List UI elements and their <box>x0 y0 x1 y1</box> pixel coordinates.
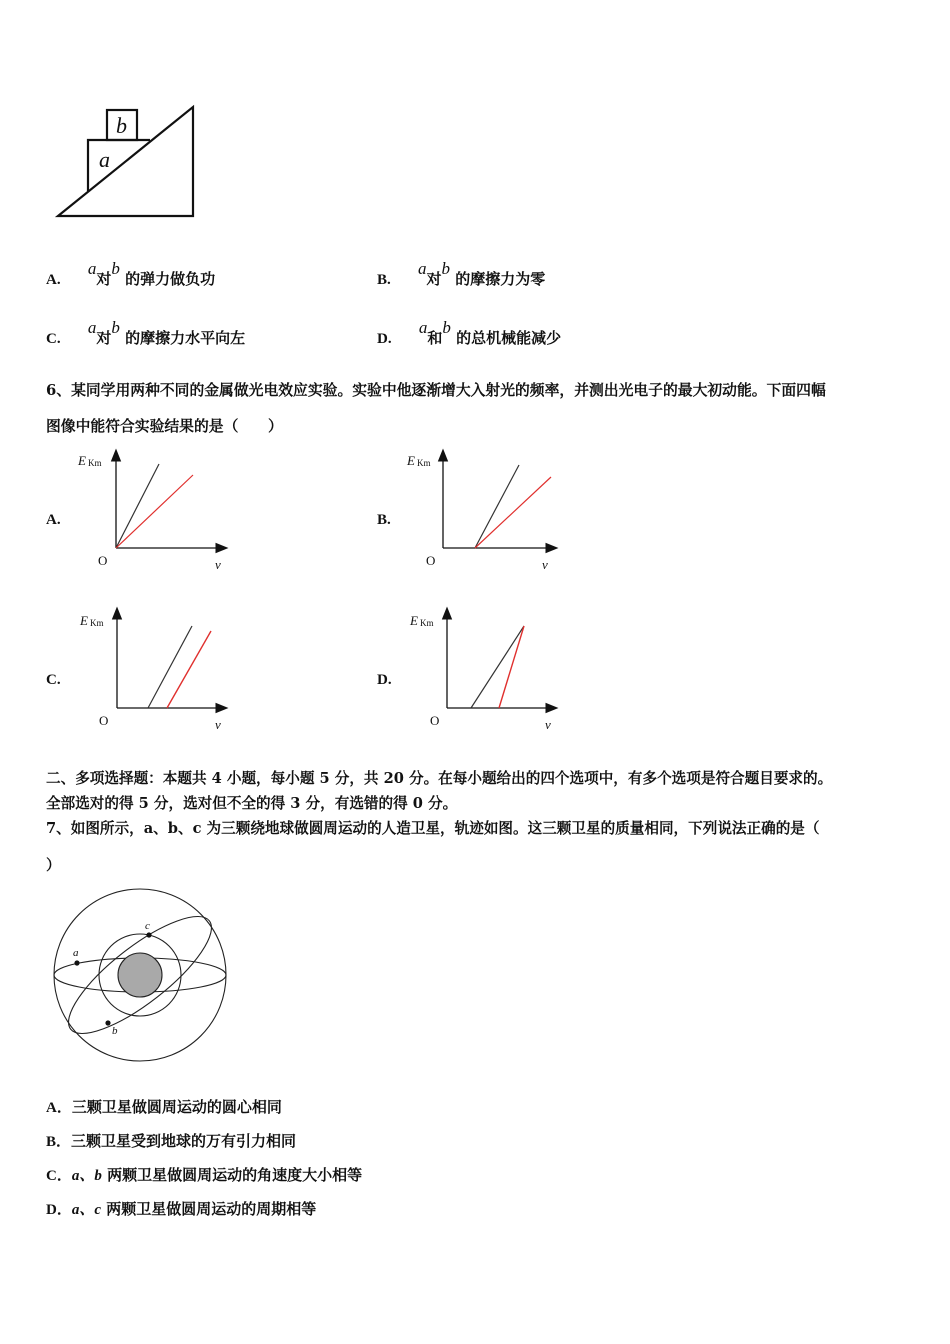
option-vars: a、c <box>71 1202 102 1218</box>
q7-option-b[interactable] <box>46 1130 296 1151</box>
q7-option-c[interactable] <box>46 1164 362 1185</box>
option-label: C. <box>46 331 61 347</box>
connector: 对 <box>96 329 112 347</box>
connector: 对 <box>96 270 112 288</box>
var-a: a <box>87 318 97 337</box>
option-label: D. <box>377 331 392 347</box>
option-text: 三颗卫星做圆周运动的圆心相同 <box>71 1098 282 1116</box>
q6-option-c-label[interactable]: C. <box>46 672 61 688</box>
graph-d[interactable] <box>400 605 570 735</box>
x-axis-label: ν <box>215 717 221 732</box>
q7-option-d[interactable] <box>46 1198 316 1219</box>
option-label: A. <box>46 272 61 288</box>
connector: 对 <box>426 270 442 288</box>
y-axis-label: E <box>78 453 86 468</box>
option-vars: a、b <box>71 1168 102 1184</box>
x-axis-label: ν <box>542 557 548 572</box>
y-axis-label: E <box>407 453 415 468</box>
section2-instructions-line1: 二、多项选择题：本题共 4 小题，每小题 5 分，共 20 分。在每小题给出的四个选项中，有多个选项是符合题目要求的。 <box>46 770 833 787</box>
origin-label: O <box>426 553 436 568</box>
section2-instructions-line2: 全部选对的得 5 分，选对但不全的得 3 分，有选错的得 0 分。 <box>46 795 458 812</box>
q6-stem-line2: 图像中能符合实验结果的是（ ） <box>46 418 283 435</box>
var-a: a <box>87 259 97 278</box>
connector: 和 <box>427 329 443 347</box>
earth <box>118 953 162 997</box>
y-axis-sub: Km <box>420 618 434 628</box>
option-label: A． <box>46 1100 72 1116</box>
option-text: 的弹力做负功 <box>125 270 216 288</box>
x-axis-label: ν <box>545 717 551 732</box>
incline-blocks-figure <box>40 90 220 230</box>
y-axis-sub: Km <box>88 458 102 468</box>
var-b: b <box>441 259 451 278</box>
option-text: 的总机械能减少 <box>456 329 562 347</box>
option-text: 三颗卫星受到地球的万有引力相同 <box>71 1132 297 1150</box>
graph-b[interactable] <box>400 445 570 575</box>
option-label: B. <box>377 272 391 288</box>
option-label: B． <box>46 1134 72 1150</box>
option-text: 两颗卫星做圆周运动的角速度大小相等 <box>101 1166 363 1184</box>
q5-option-c[interactable] <box>46 318 246 348</box>
option-text: 的摩擦力为零 <box>455 270 546 288</box>
graph-c[interactable] <box>70 605 240 735</box>
block-a-label: a <box>99 147 110 172</box>
option-text: 两颗卫星做圆周运动的周期相等 <box>101 1200 317 1218</box>
block-b-label: b <box>116 113 127 138</box>
q5-option-b[interactable] <box>377 259 546 289</box>
var-b: b <box>111 318 120 337</box>
option-label: C． <box>46 1168 72 1184</box>
option-label: D． <box>46 1202 72 1218</box>
var-b: b <box>442 318 451 337</box>
y-axis-sub: Km <box>90 618 104 628</box>
q6-option-d-label[interactable]: D. <box>377 672 392 688</box>
y-axis-label: E <box>80 613 88 628</box>
option-text: 的摩擦力水平向左 <box>125 329 246 347</box>
origin-label: O <box>99 713 109 728</box>
q5-option-d[interactable] <box>377 318 562 348</box>
satellite-a-dot <box>74 960 79 965</box>
satellite-a-label: a <box>73 947 79 959</box>
x-axis-label: ν <box>215 557 221 572</box>
satellite-b-dot <box>105 1020 110 1025</box>
q7-option-a[interactable] <box>46 1096 282 1117</box>
y-axis-label: E <box>410 613 418 628</box>
satellite-orbits-figure <box>45 880 245 1070</box>
origin-label: O <box>98 553 108 568</box>
var-a: a <box>418 318 428 337</box>
satellite-c-dot <box>146 932 151 937</box>
q6-option-a-label[interactable]: A. <box>46 512 61 528</box>
var-a: a <box>418 259 427 278</box>
q7-stem-line2: ） <box>46 857 61 874</box>
y-axis-sub: Km <box>417 458 431 468</box>
satellite-c-label: c <box>145 920 150 932</box>
q5-option-a[interactable] <box>46 259 216 289</box>
q6-stem-line1: 6、某同学用两种不同的金属做光电效应实验。实验中他逐渐增大入射光的频率，并测出光电子的最大初动能。下面四幅 <box>46 382 826 399</box>
q6-option-b-label[interactable]: B. <box>377 512 391 528</box>
origin-label: O <box>430 713 440 728</box>
satellite-b-label: b <box>112 1025 118 1037</box>
q7-stem-line1: 7、如图所示，a、b、c 为三颗绕地球做圆周运动的人造卫星，轨迹如图。这三颗卫星的质量相同，下列说法正确的是（ <box>46 820 820 837</box>
graph-a[interactable] <box>70 445 240 575</box>
var-b: b <box>111 259 120 278</box>
